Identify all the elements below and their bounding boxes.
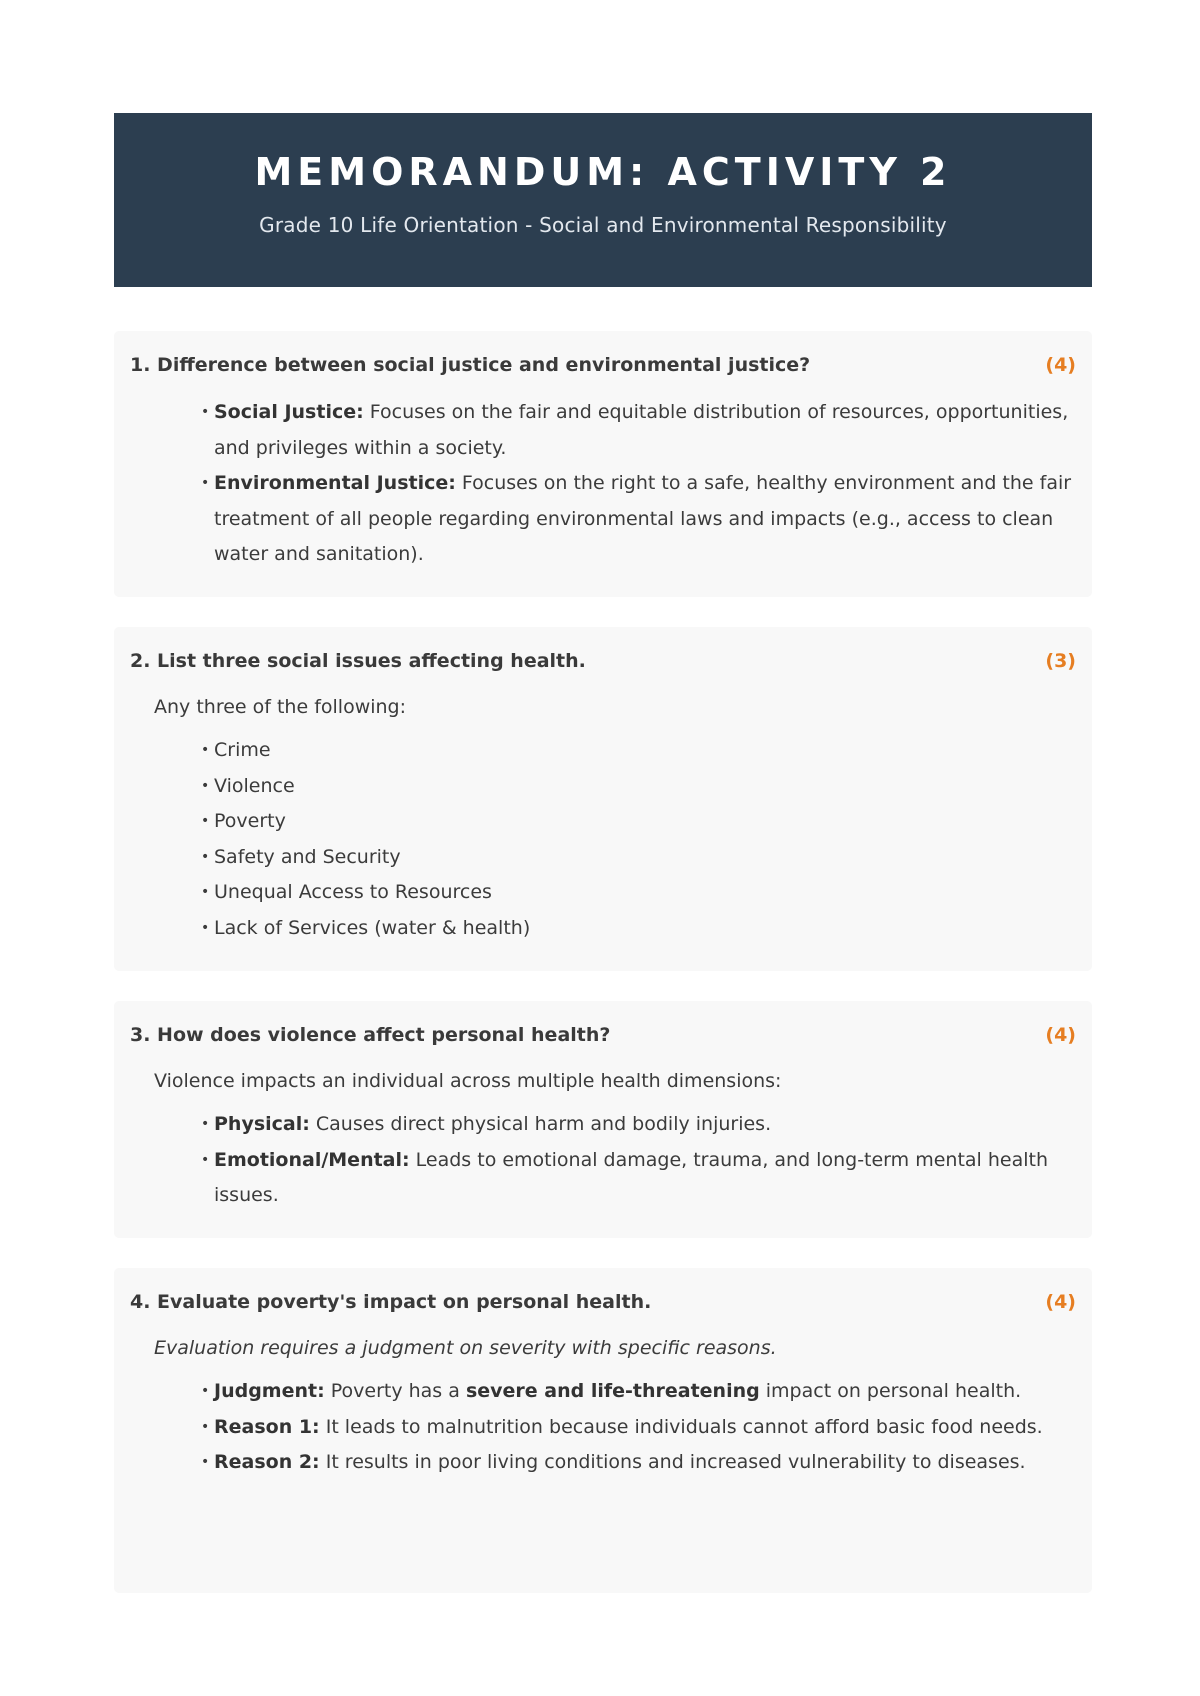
question-4-marks: (4) [1045, 1291, 1076, 1313]
bullet-icon: • [201, 919, 210, 936]
bullet-icon: • [201, 475, 210, 491]
answer-text: impact on personal health. [759, 1380, 1022, 1402]
answer-text: Violence [214, 774, 295, 797]
list-item [201, 911, 1076, 947]
memo-title: MEMORANDUM: ACTIVITY 2 [254, 150, 952, 194]
question-3-marks: (4) [1045, 1024, 1076, 1046]
question-2-marks: (3) [1045, 650, 1076, 672]
answer-label: Judgment: [214, 1380, 325, 1402]
answer-text: It leads to malnutrition because individuals cannot afford basic food needs. [319, 1415, 1043, 1438]
question-3-section [114, 1001, 1092, 1238]
bullet-icon: • [201, 1383, 210, 1399]
list-item [201, 1410, 1076, 1446]
question-4-answers [130, 1374, 1076, 1481]
question-1-marks: (4) [1045, 354, 1076, 376]
question-4-text: 4. Evaluate poverty's impact on personal health. [130, 1291, 652, 1313]
question-1-text: 1. Difference between social justice and environmental justice? [130, 354, 811, 376]
answer-label: Environmental Justice: [214, 472, 456, 494]
list-item [201, 1107, 1076, 1143]
list-item [201, 395, 1076, 466]
answer-label: Physical: [214, 1113, 310, 1135]
list-item [201, 1374, 1076, 1410]
answer-text: Crime [214, 739, 271, 761]
memo-subtitle: Grade 10 Life Orientation - Social and Environmental Responsibility [259, 213, 947, 237]
question-2-text: 2. List three social issues affecting health. [130, 650, 586, 672]
memo-header [114, 113, 1092, 287]
answer-text: Causes direct physical harm and bodily injuries. [309, 1113, 772, 1135]
answer-text: Focuses on the right to a safe, healthy environment and the fair treatment of all people regarding environmental laws and impacts (e.g., access to clean water and sanitation). [214, 472, 1072, 565]
answer-text: Safety and Security [214, 845, 401, 868]
answer-label: Reason 2: [214, 1451, 320, 1473]
question-2-section [114, 627, 1092, 971]
list-item [201, 1143, 1076, 1214]
answer-text: Poverty [214, 810, 286, 832]
answer-text: Focuses on the fair and equitable distribution of resources, opportunities, and privileges within a society. [214, 401, 1069, 459]
bullet-icon: • [201, 848, 210, 865]
list-item [201, 840, 1076, 876]
bullet-icon: • [201, 813, 210, 829]
question-3-answers [130, 1107, 1076, 1214]
list-item [201, 466, 1076, 573]
question-4-heading [130, 1288, 1076, 1316]
bullet-icon: • [201, 1151, 210, 1168]
memorandum-page [114, 113, 1092, 1593]
answer-text: Poverty has a [324, 1380, 466, 1402]
bullet-icon: • [201, 777, 210, 794]
bullet-icon: • [201, 1454, 210, 1470]
question-2-intro: Any three of the following: [154, 696, 407, 718]
answer-text: Unequal Access to Resources [214, 881, 492, 903]
question-3-text: 3. How does violence affect personal health? [130, 1024, 611, 1046]
question-1-section [114, 331, 1092, 597]
list-item [201, 769, 1076, 805]
answer-text: Lack of Services (water & health) [214, 916, 531, 939]
answer-emphasis: severe and life-threatening [465, 1380, 760, 1402]
question-3-intro: Violence impacts an individual across multiple health dimensions: [154, 1070, 782, 1092]
bullet-icon: • [201, 404, 210, 420]
question-4-section [114, 1268, 1092, 1593]
question-4-intro: Evaluation requires a judgment on severity with specific reasons. [154, 1337, 777, 1359]
question-1-answers [130, 395, 1076, 573]
list-item [201, 804, 1076, 840]
question-3-heading [130, 1021, 1076, 1049]
question-2-answers [130, 733, 1076, 946]
answer-text: It results in poor living conditions and increased vulnerability to diseases. [319, 1451, 1026, 1473]
answer-label: Emotional/Mental: [214, 1148, 410, 1171]
bullet-icon: • [201, 1418, 210, 1435]
list-item [201, 875, 1076, 911]
question-1-heading [130, 351, 1076, 379]
list-item [201, 1445, 1076, 1481]
answer-label: Social Justice: [214, 401, 364, 423]
list-item [201, 733, 1076, 769]
question-2-heading [130, 647, 1076, 675]
bullet-icon: • [201, 742, 210, 758]
answer-text: Leads to emotional damage, trauma, and long-term mental health issues. [214, 1148, 1049, 1206]
answer-label: Reason 1: [214, 1415, 320, 1438]
bullet-icon: • [201, 1116, 210, 1132]
bullet-icon: • [201, 884, 210, 900]
